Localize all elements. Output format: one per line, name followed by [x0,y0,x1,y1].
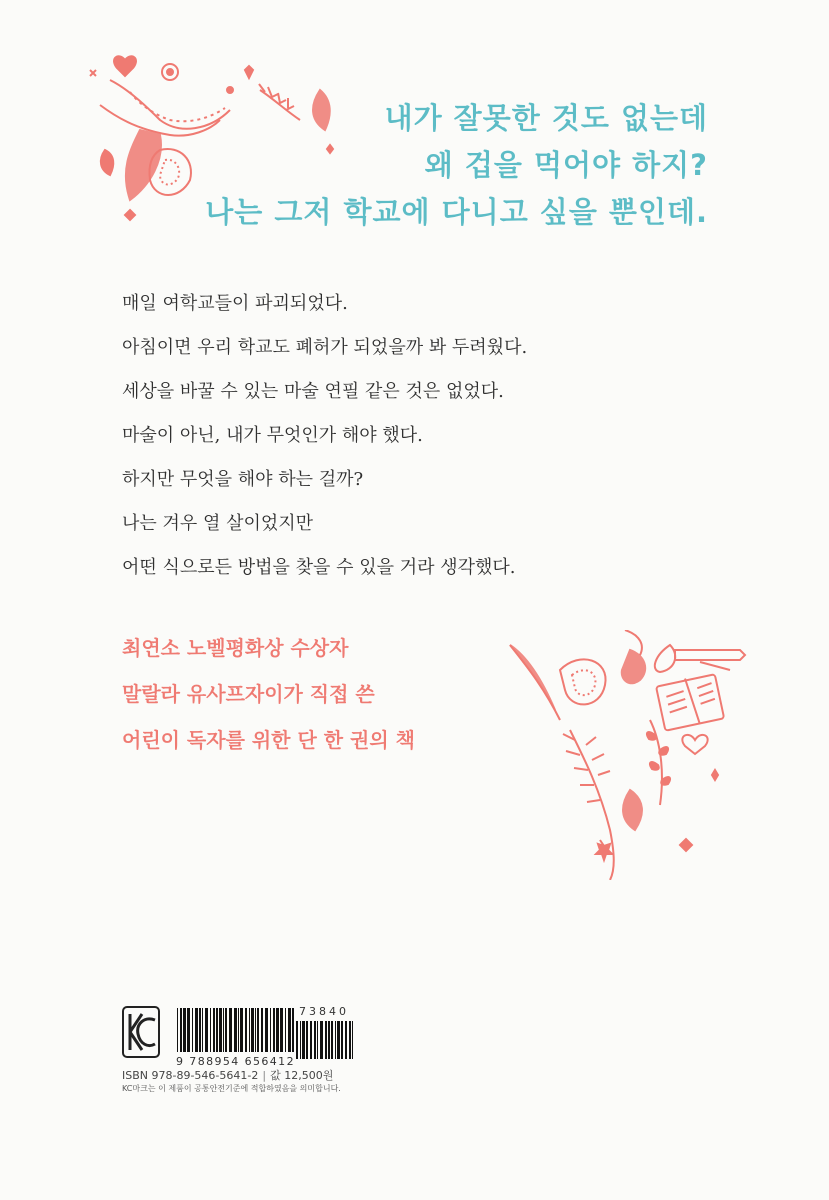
isbn-price-line: ISBN 978-89-546-5641-2 | 값 12,500원 [122,1069,334,1082]
barcode-bar [238,1008,239,1052]
tagline-line: 말랄라 유사프자이가 직접 쓴 [122,682,375,706]
barcode-bar [337,1021,340,1059]
barcode-bar [352,1021,353,1059]
barcode-bar [202,1008,203,1052]
barcode-bar [245,1008,247,1052]
tagline-line: 최연소 노벨평화상 수상자 [122,636,349,660]
tagline [122,625,415,763]
barcode-bar [229,1008,232,1052]
barcode-bar [273,1008,275,1052]
body-line: 매일 여학교들이 파괴되었다. [122,293,348,314]
price-text: 값 12,500원 [270,1069,334,1082]
body-paragraph [122,282,527,590]
barcode-bar [341,1021,343,1059]
barcode-bar [257,1008,259,1052]
barcode-bar [177,1008,178,1052]
body-line: 세상을 바꿀 수 있는 마술 연필 같은 것은 없었다. [122,381,504,402]
body-line: 나는 겨우 열 살이었지만 [122,513,314,534]
barcode-number: 9 788954 656412 [176,1055,295,1068]
barcode-bar [331,1021,333,1059]
barcode-bar [234,1008,237,1052]
barcode-bar [249,1008,250,1052]
barcode-bar [192,1008,193,1052]
barcode-bar [320,1021,323,1059]
barcode-addon-number: 73840 [299,1005,349,1018]
barcode-bar [216,1008,218,1052]
barcode-bar [276,1008,279,1052]
barcode-bar [292,1008,294,1052]
barcode-bar [223,1008,224,1052]
barcode-bar [251,1008,254,1052]
barcode-bar [349,1021,351,1059]
barcode-bar [317,1021,318,1059]
barcode-bar [280,1008,283,1052]
kc-certification-icon [122,1006,160,1058]
body-line: 하지만 무엇을 해야 하는 걸까? [122,469,364,490]
barcode-bar [300,1021,301,1059]
barcode-bar [195,1008,198,1052]
barcode-bar [183,1008,186,1052]
barcode-bar [314,1021,316,1059]
barcode-bar [205,1008,208,1052]
tagline-line: 어린이 독자를 위한 단 한 권의 책 [122,728,415,752]
barcode-bar [296,1021,298,1059]
barcode-bar [225,1008,227,1052]
barcode-bar [210,1008,211,1052]
barcode-bar [240,1008,243,1052]
barcode-bar [199,1008,201,1052]
kc-notice: KC마크는 이 제품이 공통안전기준에 적합하였음을 의미합니다. [122,1084,341,1093]
isbn-text: ISBN 978-89-546-5641-2 [122,1069,259,1082]
barcode-bar [213,1008,215,1052]
barcode-bar [310,1021,312,1059]
headline-line: 나는 그저 학교에 다니고 싶을 뿐인데. [205,195,708,229]
barcode [176,1008,295,1068]
body-line: 아침이면 우리 학교도 폐허가 되었을까 봐 두려웠다. [122,337,528,358]
floral-ornament-bottom-icon [500,630,760,880]
barcode-bar [255,1008,256,1052]
barcode-bar [335,1021,336,1059]
barcode-bar [345,1021,347,1059]
barcode-bar [288,1008,291,1052]
barcode-bar [187,1008,190,1052]
barcode-bar [285,1008,286,1052]
barcode-bar [328,1021,330,1059]
barcode-icon [176,1008,294,1052]
barcode-addon-icon [295,1021,355,1059]
barcode-bar [325,1021,327,1059]
barcode-bar [306,1021,308,1059]
barcode-bar [219,1008,222,1052]
headline-line: 내가 잘못한 것도 없는데 [384,101,708,135]
headline-line: 왜 겁을 먹어야 하지? [424,148,708,182]
barcode-bar [261,1008,263,1052]
barcode-bar [302,1021,305,1059]
body-line: 어떤 식으로든 방법을 찾을 수 있을 거라 생각했다. [122,557,516,578]
barcode-bar [270,1008,271,1052]
barcode-bar [265,1008,268,1052]
body-line: 마술이 아닌, 내가 무엇인가 해야 했다. [122,425,423,446]
headline [205,95,708,236]
barcode-bar [180,1008,182,1052]
